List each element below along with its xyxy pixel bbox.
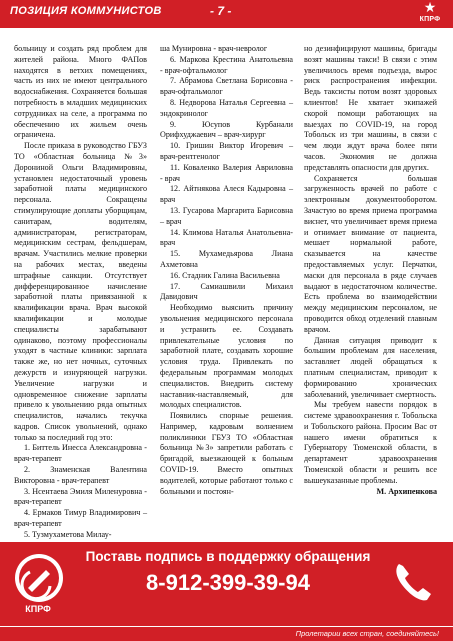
paragraph: После приказа в руководство ГБУЗ ТО «Областная больница №3» Дорониной Ольги Владимировны, установлен недостаточный уровень заработной платы медицинского персонала. Сокращены стимулирующие доплаты уборщицам, санитарам, водителям, администраторам, регистраторам, медицинским сестрам, фельдшерам, врачам. Участились мелкие проверки на рабочих местах, введены штрафные санкции. Отсутствует дифференцированное начисление заработной платы привязанной к квалификации врача. Врач высокой квалификации и молодые специалисты зарабатывают одинаково, поэтому профессионалы уходят в частные клиники: зарплата также же, но нет ночных, суточных дежурств и изнуряющей нагрузки. Увеличение нагрузки и одновременное снижение зарплаты привело к увольнению ряда опытных специалистов, начались текучка кадров. Список увольнений, однако только за последний год это: [14, 141, 147, 442]
list-item: 10. Гришин Виктор Игоревич – врач-рентгенолог [160, 141, 293, 161]
banner-logo-text: КПРФ [25, 604, 51, 614]
list-item: 12. Айтнякова Алеся Кадыровна – врач [160, 184, 293, 205]
paragraph: больницу и создать ряд проблем для жителей района. Много ФАПов находятся в ветхих помещениях, часть из них не имеют центрального водоснабжения. Сохраняется большая потребность в младших медицинских сотрудниках на селе, а программа по обеспечению их жильем очень ограничена. [14, 44, 147, 140]
logo-text: КПРФ [419, 16, 441, 23]
star-icon: ★ [423, 1, 437, 16]
list-item: 7. Абрамова Светлана Борисовна - врач-офтальмолог [160, 76, 293, 97]
footer-slogan-bar [0, 626, 453, 641]
article-column-1 [14, 44, 147, 541]
paragraph: Данная ситуация приводит к большим проблемам для населения, заставляет людей обращаться к платным специалистам, приводит к формированию хронических заболеваний, увеличивает смертность. [304, 335, 437, 399]
list-item: 3. Нсентаева Эмиля Миленуровна - врач-терапевт [14, 486, 147, 507]
list-item: 17. Самиашвили Михаил Давидович [160, 281, 293, 302]
author-signature: М. Архипенкова [376, 486, 437, 496]
paragraph: Необходимо выяснить причину увольнения медицинского персонала и устранить ее. Создавать привлекательные условия по заработной плате, создавать хорошие условия труда. Привлекать по федеральным программам молодых специалистов. Внедрить систему наставник-наставляемый, для молодых специалистов. [160, 303, 293, 410]
list-item: ша Мунировна - врач-невролог [160, 44, 268, 53]
article-column-2 [160, 44, 293, 497]
banner-headline: Поставь подпись в поддержку обращения [85, 549, 371, 564]
list-item: 4. Ермаков Тимур Владимирович – врач-терапевт [14, 508, 147, 529]
list-item: 6. Маркова Крестина Анатольевна - врач-офтальмолог [160, 54, 293, 75]
page-header [0, 0, 453, 28]
paragraph: Мы требуем навести порядок в системе здравоохранения г. Тобольска и Тобольского района. Просим Вас от нашего имени обратиться к Губернатору Тюменской области, в департамент здравоохранения Тюменской области и решить все вышеуказанные проблемы. [304, 400, 437, 485]
list-item: 1. Биттель Инесса Александровна - врач-терапевт [14, 443, 147, 464]
list-item: 8. Недворова Наталья Сергеевна – эндокринолог [160, 97, 293, 118]
list-item: 2. Знаменская Валентина Викторовна - врач-терапевт [14, 465, 147, 485]
page-number: - 7 - [210, 4, 232, 18]
list-item: 5. Тузмухаметова Милау- [24, 529, 112, 539]
slogan: Пролетарии всех стран, соединяйтесь! [295, 629, 439, 638]
paragraph: но дезинфицируют машины, бригады возят машины такси! В связи с этим увеличилось время подъезда, вырос риск распространения инфекции. Ведь таксисты потом возят здоровых клиентов! Не хватает экипажей скорой помощи работающих на выездах по COVID-19, на город Тобольск из три машины, в связи с чем люди ждут врача более пяти часов. Экономия не должна представлять опасности для других. [304, 44, 437, 172]
list-item: 14. Климова Наталья Анатольевна- врач [160, 227, 293, 248]
list-item: 16. Стадник Галина Васильевна [170, 270, 280, 280]
list-item: 13. Гусарова Маргарита Барисовна – врач [160, 205, 293, 226]
phone-handset-icon [381, 550, 447, 616]
petition-banner [0, 542, 453, 626]
kprf-logo [417, 2, 443, 26]
article-column-3 [304, 44, 437, 497]
list-item: 15. Мухамедьярова Лиана Ахметовна [160, 249, 293, 269]
paragraph: Сохраняется большая загруженность врачей по работе с электронным документооборотом. Зачастую во время приема программа виснет, что увеличивает время приема и отнимает внимание от пациента, мешает нормальной работе, сказывается на качестве предоставляемых услуг. Перчатки, маски для персонала в ряде случаев выдают в недостаточном количестве. Есть проблема во взаимодействии между медицинским персоналом, не проводится обход отделений главным врачом. [304, 173, 437, 334]
section-title: ПОЗИЦИЯ КОММУНИСТОВ [10, 5, 162, 17]
phone-number[interactable]: 8-912-399-39-94 [146, 570, 310, 595]
list-item: 9. Юсупов Курбанали Орифхуджаевич – врач-хирург [160, 119, 293, 140]
list-item: 11. Коваленко Валерия Авриловна - врач [160, 162, 293, 183]
paragraph: Появились спорные решения. Например, кадровым волнением поликлиники ГБУЗ ТО «Областная больница №3» запретили работать с бригадой, выезжающей к больным COVID-19. Вместо опытных водителей, которые работают только с больными и постоян- [160, 411, 293, 496]
